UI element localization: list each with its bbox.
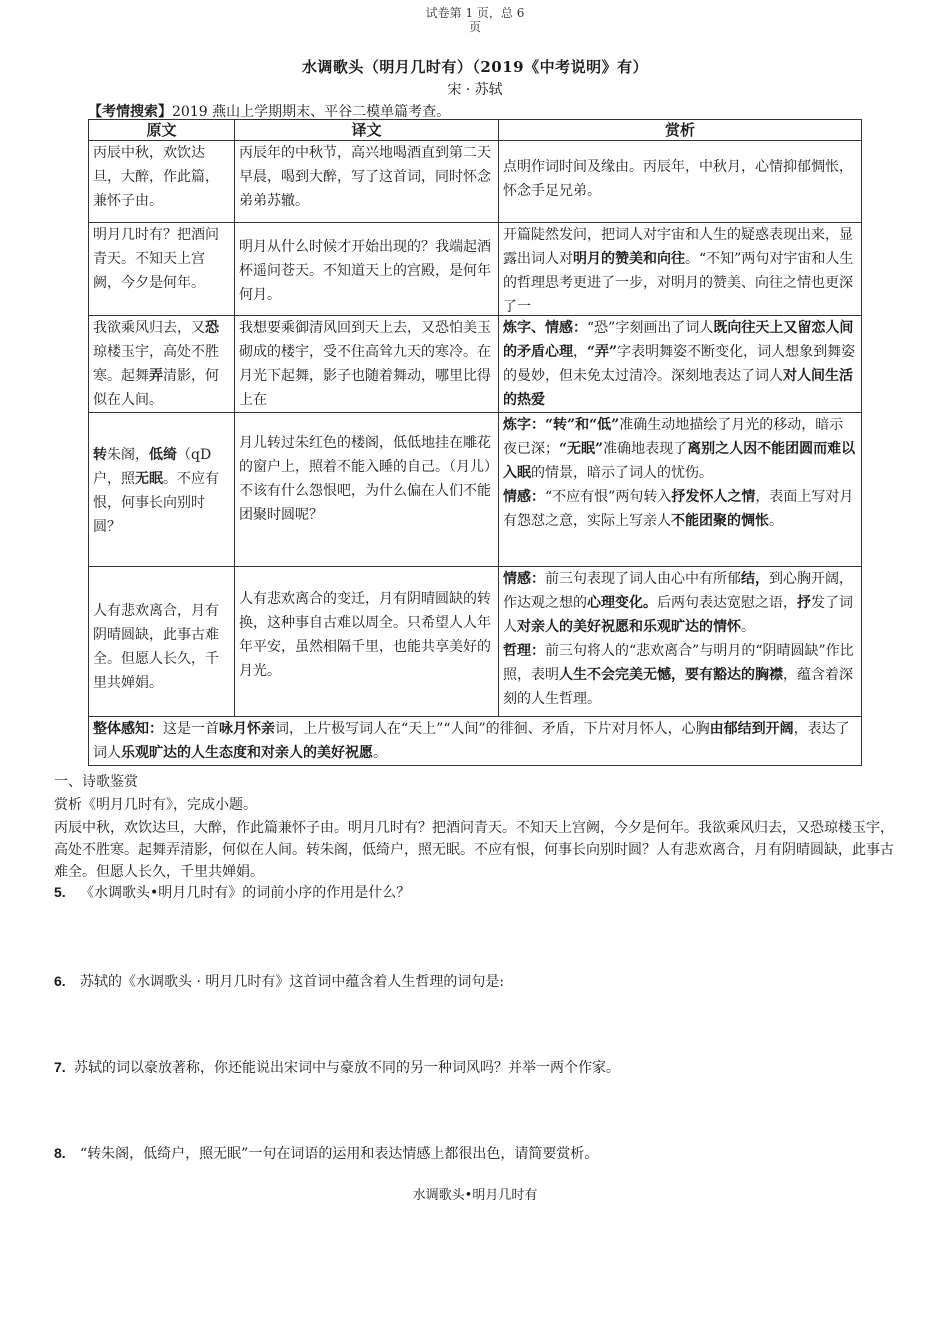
original-text: （qD 户，照 [93, 447, 212, 487]
translation-cell: 月儿转过朱红色的楼阁，低低地挂在雕花的窗户上，照着不能入睡的自己。（月儿）不该有什么怨恨吧，为什么偏在人们不能团聚时圆呢？ [235, 413, 499, 567]
appreciation-emphasis: 心理变化。 [587, 595, 657, 611]
document-title: 水调歌头（明月几时有）（2019《中考说明》有） [301, 58, 649, 76]
translation-text: 我想要乘御清风回到天上去，又恐怕美玉砌成的楼宇，受不住高耸九天的寒冷。在月光下起舞，影子也随着舞动，哪里比得上在 [239, 320, 491, 408]
table-row [89, 413, 862, 567]
original-text: 。不应有恨，何事长向别时圆？ [93, 471, 219, 535]
appreciation-text: 到心胸开阔，作达观之想的 [503, 571, 853, 611]
question-text: 苏轼的《水调歌头 · 明月几时有》这首词中蕴含着人生哲理的词句是: [80, 974, 505, 990]
summary-text: 词，上片极写词人在“天上”“人间”的徘徊、矛盾，下片对月怀人，心胸 [275, 721, 710, 737]
question-number: 8. [54, 1145, 66, 1161]
original-emphasis: 低绮 [149, 447, 177, 463]
original-emphasis: 恐 [205, 320, 219, 336]
appreciation-text: ， [573, 344, 587, 360]
appreciation-emphasis: 对亲人的美好祝愿和乐观旷达的情怀 [517, 619, 741, 635]
exam-search-text: 2019 燕山上学期期末、平谷二模单篇考查。 [172, 104, 451, 120]
appreciation-emphasis: 抒发怀人之情 [671, 489, 756, 505]
summary-text: ，表达了词人 [93, 721, 850, 761]
appreciation-emphasis: 对人间生活的热爱 [503, 368, 853, 408]
appreciation-emphasis: “弄” [587, 344, 618, 360]
question-5 [54, 882, 410, 902]
question-6 [54, 971, 504, 991]
appreciation-text: 前三句表现了词人由心中有所郁 [545, 571, 741, 587]
original-cell [89, 413, 235, 567]
appreciation-emphasis: 炼字： [503, 417, 545, 433]
appreciation-emphasis: “转”和“低” [545, 417, 620, 433]
summary-text: 。 [373, 745, 387, 761]
appreciation-text: 。 [741, 619, 755, 635]
header-translation: 译文 [235, 120, 499, 141]
original-cell: 明月几时有？把酒问青天。不知天上宫阙，今夕是何年。 [89, 223, 235, 316]
original-cell: 人有悲欢离合，月有阴晴圆缺，此事古难全。但愿人长久，千里共婵娟。 [89, 567, 235, 717]
appreciation-text: 的情景，暗示了词人的忧伤。 [531, 465, 713, 481]
appreciation-cell [499, 141, 862, 223]
header-original: 原文 [89, 120, 235, 141]
appreciation-emphasis: 哲理： [503, 643, 545, 659]
header-appreciation: 赏析 [499, 120, 862, 141]
exam-search-label: 【考情搜索】 [88, 104, 172, 120]
appreciation-cell [499, 413, 862, 567]
appreciation-emphasis: 人生不会完美无憾，要有豁达的胸襟 [559, 667, 783, 683]
summary-text: 这是一首 [163, 721, 219, 737]
question-8 [54, 1143, 598, 1163]
appreciation-text: 。 [769, 513, 783, 529]
summary-emphasis: 咏月怀亲 [219, 721, 275, 737]
translation-cell: 明月从什么时候才开始出现的？我端起酒杯遥问苍天。不知道天上的宫殿，是何年何月。 [235, 223, 499, 316]
table-row [89, 316, 862, 413]
appreciation-text: 后两句表达宽慰之语， [657, 595, 797, 611]
original-cell: 丙辰中秋，欢饮达旦，大醉，作此篇，兼怀子由。 [89, 141, 235, 223]
page-note-line1: 试卷第 1 页，总 6 [425, 6, 525, 20]
appreciation-text: 点明作词时间及缘由。丙辰年，中秋月，心情抑郁惆怅，怀念手足兄弟。 [503, 159, 853, 199]
appreciation-emphasis: 抒 [797, 595, 811, 611]
original-text: 我欲乘风归去，又 [93, 320, 205, 336]
section-instruction: 赏析《明月几时有》，完成小题。 [54, 797, 257, 813]
poem-text: 丙辰中秋，欢饮达旦，大醉，作此篇兼怀子由。明月几时有？把酒问青天。不知天上宫阙，今夕是何年。我欲乘风归去，又恐琼楼玉宇，高处不胜寒。起舞弄清影，何似在人间。转朱阁，低绮户，照无眠。不应有恨，何事长向别时圆？人有悲欢离合，月有阴晴圆缺，此事古难全。但愿人长久，千里共婵娟。 [54, 820, 894, 880]
appreciation-text: ，蕴含着深刻的人生哲理。 [503, 667, 853, 707]
summary-row [89, 717, 862, 766]
table-header-row [89, 120, 862, 141]
appreciation-text: “不应有恨”两句转入 [545, 489, 672, 505]
translation-cell: 人有悲欢离合的变迁，月有阴晴圆缺的转换，这种事自古难以周全。只希望人人年年平安，虽然相隔千里，也能共享美好的月光。 [235, 567, 499, 717]
summary-label: 整体感知： [93, 721, 163, 737]
author-line: 宋 · 苏轼 [447, 82, 503, 98]
appreciation-text: 字表明舞姿不断变化，词人想象到舞姿的曼妙，但未免太过清冷。深刻地表达了词人 [503, 344, 856, 384]
appreciation-text: 开篇陡然发问，把词人对宇宙和人生的疑惑表现出来，显露出词人对 [503, 227, 853, 267]
summary-emphasis: 乐观旷达的人生态度和对亲人的美好祝愿 [121, 745, 373, 761]
appreciation-emphasis: “无眠” [559, 441, 604, 457]
original-text: 琼楼玉宇，高处不胜寒。起舞 [93, 344, 219, 384]
question-number: 7. [54, 1059, 66, 1075]
appreciation-text: 前三句将人的“悲欢离合”与明月的“阴晴圆缺”作比照，表明 [503, 643, 854, 683]
original-emphasis: 转 [93, 447, 107, 463]
page-number-note [0, 6, 950, 34]
appreciation-cell [499, 223, 862, 316]
question-text: 《水调歌头•明月几时有》的词前小序的作用是什么？ [80, 885, 411, 901]
question-number: 6. [54, 973, 66, 989]
appreciation-emphasis: 结， [741, 571, 769, 587]
appreciation-emphasis: 明月的赞美和向往 [573, 251, 685, 267]
question-text: “转朱阁，低绮户，照无眠”一句在词语的运用和表达情感上都很出色，请简要赏析。 [80, 1146, 599, 1162]
question-text: 苏轼的词以豪放著称，你还能说出宋词中与豪放不同的另一种词风吗？并举一两个作家。 [74, 1060, 620, 1076]
appreciation-text: “恐”字刻画出了词人 [587, 320, 714, 336]
appreciation-text: ，表面上写对月有怨怼之意，实际上写亲人 [503, 489, 854, 529]
question-number: 5. [54, 884, 66, 900]
appreciation-cell [499, 316, 862, 413]
appreciation-emphasis: 情感： [503, 489, 545, 505]
original-cell [89, 316, 235, 413]
table-row [89, 141, 862, 223]
summary-emphasis: 由郁结到开阔 [709, 721, 794, 737]
original-emphasis: 弄 [149, 368, 163, 384]
original-text: 清影，何似在人间。 [93, 368, 219, 408]
appreciation-emphasis: 既向往天上又留恋人间的矛盾心理 [503, 320, 854, 360]
translation-cell: 丙辰年的中秋节，高兴地喝酒直到第二天早晨，喝到大醉，写了这首词，同时怀念弟弟苏辙。 [235, 141, 499, 223]
appreciation-emphasis: 情感： [503, 571, 545, 587]
appreciation-text: 发了词人 [503, 595, 853, 635]
appreciation-emphasis: 离别之人因不能团圆而难以入眠 [503, 441, 856, 481]
exam-search-line [88, 101, 450, 121]
table-row [89, 567, 862, 717]
appreciation-emphasis: 不能团聚的惆怅 [671, 513, 769, 529]
page-footer: 水调歌头•明月几时有 [412, 1188, 538, 1203]
original-text: 朱阁， [107, 447, 149, 463]
summary-cell [89, 717, 862, 766]
question-7 [54, 1057, 620, 1077]
appreciation-emphasis: 炼字、情感： [503, 320, 587, 336]
translation-cell [235, 316, 499, 413]
appreciation-text: 。“不知”两句对宇宙和人生的哲理思考更进了一步，对明月的赞美、向往之情也更深了一 [503, 251, 854, 315]
poem-analysis-table [88, 119, 862, 766]
page-note-line2: 页 [468, 20, 481, 34]
appreciation-text: 准确生动地描绘了月光的移动，暗示夜已深； [503, 417, 844, 457]
table-row [89, 223, 862, 316]
original-emphasis: 无眠 [135, 471, 163, 487]
section-heading: 一、诗歌鉴赏 [54, 774, 138, 790]
appreciation-cell [499, 567, 862, 717]
appreciation-text: 准确地表现了 [603, 441, 688, 457]
